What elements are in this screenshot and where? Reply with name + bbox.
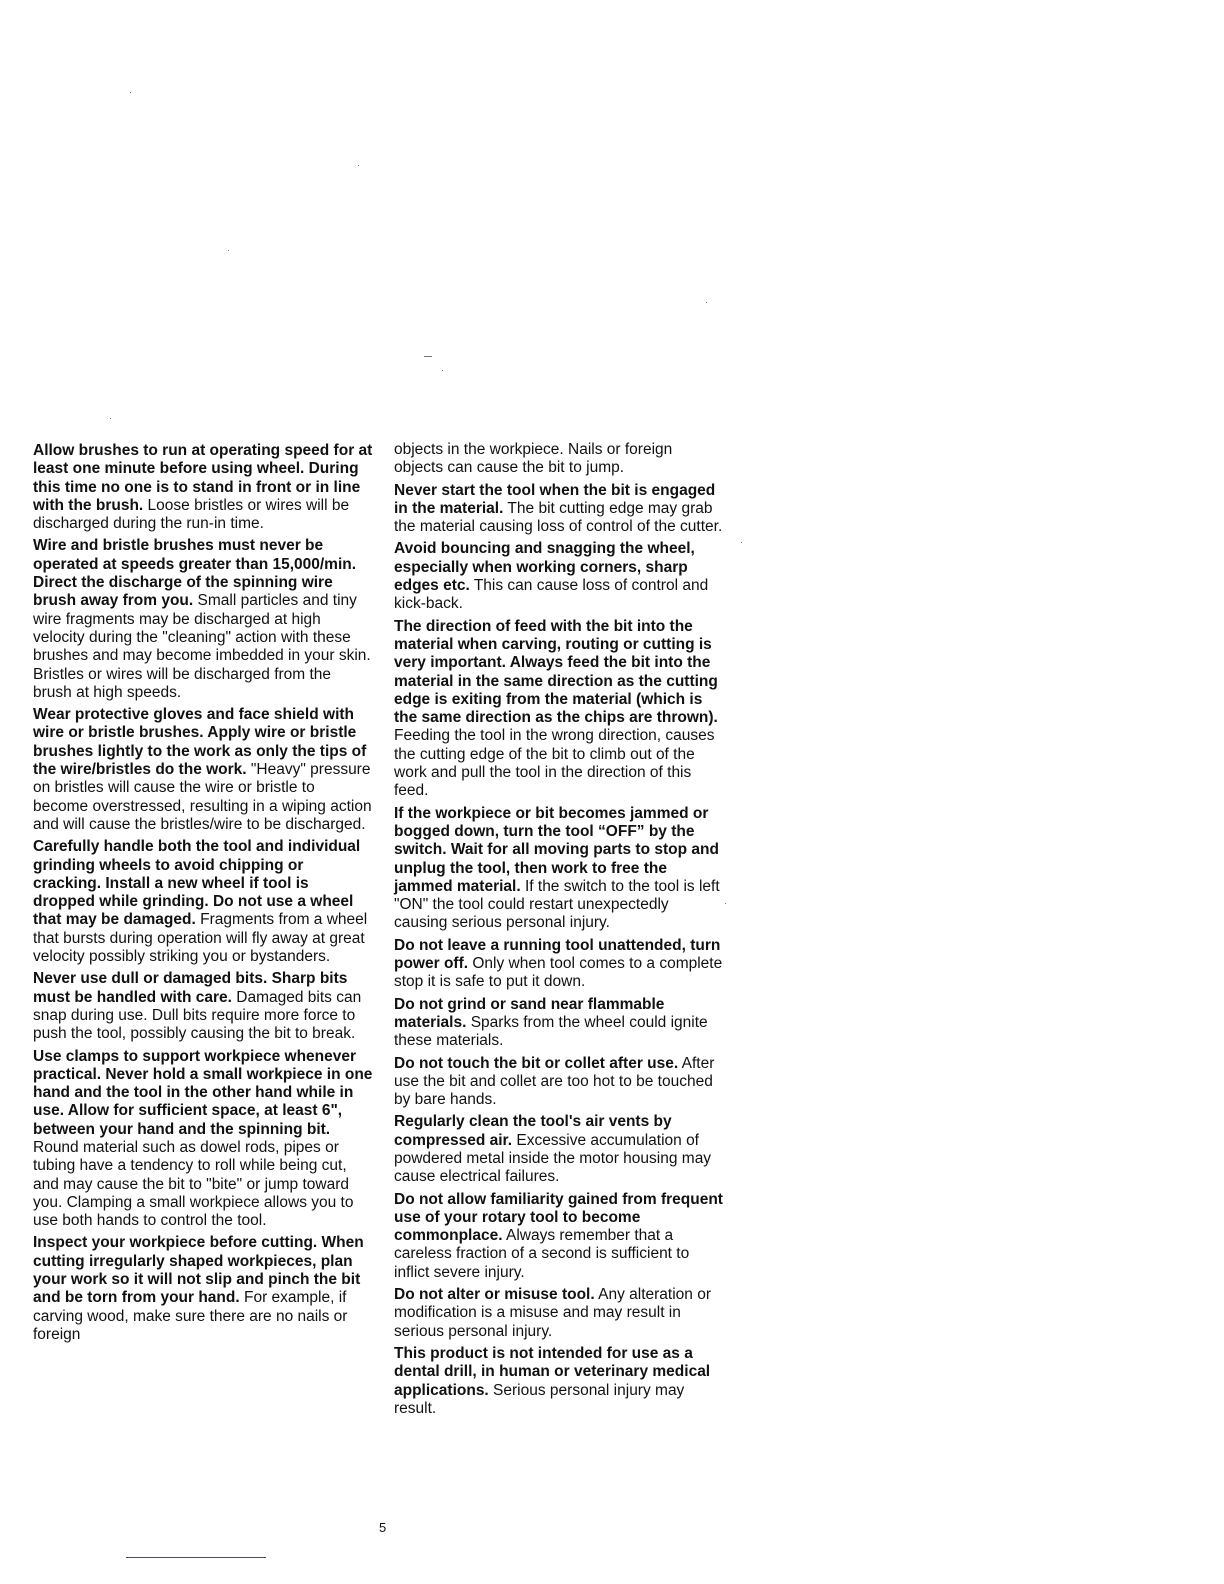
paragraph-heading: Never start the tool when the bit is engaged in the material. bbox=[394, 481, 716, 517]
safety-paragraph bbox=[33, 838, 373, 966]
paragraph-body: Fragments from a wheel that bursts during operation will fly away at great velocity possibly striking you or bystanders. bbox=[33, 911, 368, 966]
paragraph-body: Sparks from the wheel could ignite these materials. bbox=[394, 1013, 708, 1050]
safety-paragraph bbox=[394, 482, 724, 537]
paragraph-heading: Do not alter or misuse tool. bbox=[394, 1286, 595, 1304]
left-column bbox=[33, 442, 373, 1348]
paragraph-body: "Heavy" pressure on bristles will cause the wire or bristle to become overstressed, resulting in a wiping action and will cause the bristles/wire to be discharged. bbox=[33, 761, 372, 833]
paragraph-heading: Use clamps to support workpiece whenever practical. Never hold a small workpiece in one hand and the tool in the other hand while in use. Allow for sufficient space, at least 6", between your hand and the spinning bit. bbox=[33, 1047, 373, 1138]
scan-speck bbox=[424, 356, 432, 357]
paragraph-heading: Carefully handle both the tool and individual grinding wheels to avoid chipping or cracking. Install a new wheel if tool is dropped while grinding. Do not use a wheel that may be damaged. bbox=[33, 838, 361, 929]
paragraph-body: Round material such as dowel rods, pipes or tubing have a tendency to roll while being cut, and may cause the bit to "bite" or jump toward you. Clamping a small workpiece allows you to use both hands to control the tool. bbox=[33, 1138, 354, 1230]
paragraph-body: Small particles and tiny wire fragments may be discharged at high velocity during the "cleaning" action with these brushes and may become imbedded in your skin. Bristles or wires will be discharged from the brush at high speeds. bbox=[33, 592, 371, 701]
paragraph-body: This can cause loss of control and kick-back. bbox=[394, 577, 709, 613]
safety-paragraph bbox=[33, 1048, 373, 1231]
paragraph-body: Excessive accumulation of powdered metal inside the motor housing may cause electrical failures. bbox=[394, 1131, 712, 1186]
safety-paragraph bbox=[394, 1345, 724, 1418]
paragraph-heading: The direction of feed with the bit into the material when carving, routing or cutting is very important. Always feed the bit into the material in the same direction as the cutting edge is exiting from the material (which is the same direction as the chips are thrown). bbox=[394, 617, 718, 727]
safety-paragraph bbox=[33, 537, 373, 702]
paragraph-heading: Avoid bouncing and snagging the wheel, especially when working corners, sharp edges etc. bbox=[394, 540, 695, 595]
paragraph-heading: Inspect your workpiece before cutting. When cutting irregularly shaped workpieces, plan your work so it will not slip and pinch the bit and be torn from your hand. bbox=[33, 1234, 364, 1307]
safety-paragraph bbox=[394, 1286, 724, 1341]
paragraph-body: Always remember that a careless fraction of a second is sufficient to inflict severe injury. bbox=[394, 1227, 690, 1281]
paragraph-heading: Allow brushes to run at operating speed for at least one minute before using wheel. During this time no one is to stand in front or in line with the brush. bbox=[33, 442, 373, 514]
paragraph-body: If the switch to the tool is left "ON" the tool could restart unexpectedly causing serious personal injury. bbox=[394, 877, 720, 932]
paragraph-heading: Do not leave a running tool unattended, turn power off. bbox=[394, 936, 721, 973]
safety-paragraph bbox=[394, 441, 724, 478]
scan-edge-line bbox=[126, 1557, 266, 1558]
paragraph-body: Feeding the tool in the wrong direction, causes the cutting edge of the bit to climb out of the work and pull the tool in the direction of this feed. bbox=[394, 727, 715, 800]
scan-speck bbox=[725, 903, 726, 904]
scan-speck bbox=[442, 370, 443, 371]
safety-paragraph bbox=[33, 1234, 373, 1344]
safety-paragraph bbox=[394, 937, 724, 992]
right-column bbox=[394, 441, 724, 1422]
paragraph-body: For example, if carving wood, make sure there are no nails or foreign bbox=[33, 1289, 348, 1343]
safety-paragraph bbox=[394, 996, 724, 1051]
paragraph-heading: Do not allow familiarity gained from frequent use of your rotary tool to become commonplace. bbox=[394, 1190, 723, 1245]
safety-paragraph bbox=[394, 1113, 724, 1186]
paragraph-body: Damaged bits can snap during use. Dull bits require more force to push the tool, possibly causing the bit to break. bbox=[33, 988, 362, 1043]
paragraph-heading: This product is not intended for use as a dental drill, in human or veterinary medical applications. bbox=[394, 1344, 711, 1399]
scan-speck bbox=[358, 165, 359, 166]
paragraph-heading: Do not grind or sand near flammable materials. bbox=[394, 995, 665, 1031]
paragraph-body: The bit cutting edge may grab the material causing loss of control of the cutter. bbox=[394, 499, 723, 536]
paragraph-heading: Regularly clean the tool's air vents by compressed air. bbox=[394, 1113, 672, 1149]
paragraph-heading: If the workpiece or bit becomes jammed or bogged down, turn the tool “OFF” by the switch. Wait for all moving parts to stop and unplug the tool, then work to free the jammed material. bbox=[394, 804, 719, 895]
page-number: 5 bbox=[379, 1520, 387, 1535]
scan-speck bbox=[706, 302, 707, 303]
safety-paragraph bbox=[394, 540, 724, 613]
scan-speck bbox=[741, 542, 742, 543]
safety-paragraph bbox=[394, 618, 724, 801]
safety-paragraph bbox=[394, 805, 724, 933]
safety-paragraph bbox=[33, 970, 373, 1043]
safety-paragraph bbox=[33, 442, 373, 533]
paragraph-heading: Wear protective gloves and face shield with wire or bristle brushes. Apply wire or bristle brushes lightly to the work as only the tips of the wire/bristles do the work. bbox=[33, 706, 367, 779]
scan-speck bbox=[228, 250, 229, 251]
paragraph-body: Serious personal injury may result. bbox=[394, 1381, 685, 1417]
paragraph-body: Only when tool comes to a complete stop it is safe to put it down. bbox=[394, 955, 723, 991]
paragraph-heading: Wire and bristle brushes must never be operated at speeds greater than 15,000/min. Direct the discharge of the spinning wire brush away from you. bbox=[33, 537, 357, 610]
paragraph-body: Any alteration or modification is a misuse and may result in serious personal injury. bbox=[394, 1286, 711, 1340]
safety-paragraph bbox=[394, 1191, 724, 1282]
paragraph-body: objects in the workpiece. Nails or foreign objects can cause the bit to jump. bbox=[394, 441, 673, 477]
paragraph-body: After use the bit and collet are too hot to be touched by bare hands. bbox=[394, 1054, 715, 1109]
scan-speck bbox=[130, 92, 131, 93]
safety-paragraph bbox=[394, 1055, 724, 1110]
paragraph-body: Loose bristles or wires will be discharged during the run-in time. bbox=[33, 496, 350, 533]
paragraph-heading: Do not touch the bit or collet after use. bbox=[394, 1054, 679, 1072]
safety-paragraph bbox=[33, 706, 373, 834]
paragraph-heading: Never use dull or damaged bits. Sharp bits must be handled with care. bbox=[33, 970, 348, 1006]
scan-speck bbox=[110, 418, 111, 419]
